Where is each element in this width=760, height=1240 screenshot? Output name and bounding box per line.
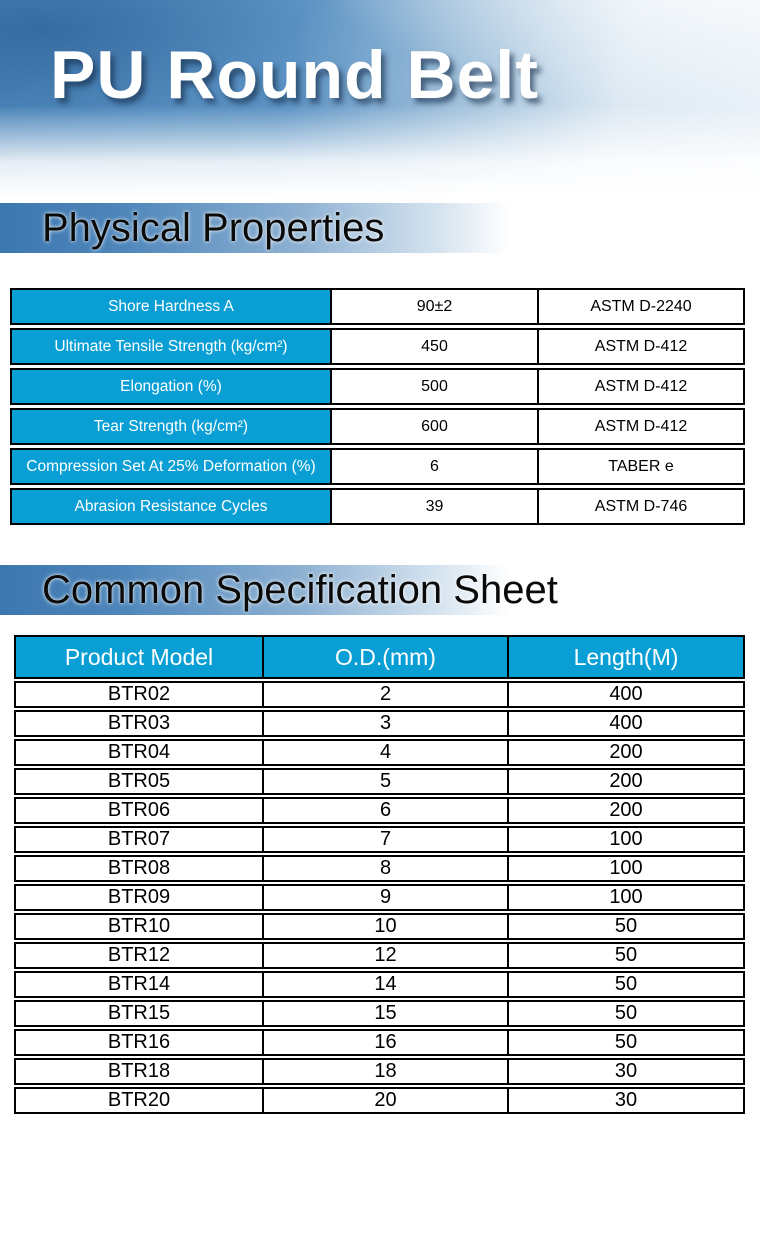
test-standard-cell: ASTM D-412 (537, 410, 743, 443)
length-cell: 100 (507, 828, 743, 851)
length-cell: 200 (507, 799, 743, 822)
od-cell: 10 (262, 915, 507, 938)
model-cell: BTR02 (107, 683, 171, 705)
spec-row (14, 739, 745, 766)
length-cell: 400 (507, 712, 743, 735)
length-cell: 30 (507, 1060, 743, 1083)
spec-row (14, 1058, 745, 1085)
spec-row (14, 797, 745, 824)
model-cell: BTR20 (107, 1089, 171, 1111)
test-standard-cell: ASTM D-746 (537, 490, 743, 523)
physical-property-row (10, 288, 745, 325)
section-band-physical (0, 203, 760, 253)
property-name-cell: Compression Set At 25% Deformation (%) (12, 450, 330, 483)
model-cell: BTR16 (107, 1031, 171, 1053)
section-band-spec (0, 565, 760, 615)
physical-property-row (10, 368, 745, 405)
od-cell: 16 (262, 1031, 507, 1054)
spec-header-product-model: Product Model (64, 643, 214, 670)
physical-property-row (10, 488, 745, 525)
od-cell: 14 (262, 973, 507, 996)
physical-properties-table (10, 288, 745, 528)
property-value-cell: 39 (330, 490, 537, 523)
spec-row (14, 942, 745, 969)
page-title: PU Round Belt (50, 37, 539, 113)
section-title-spec: Common Specification Sheet (42, 567, 558, 612)
od-cell: 18 (262, 1060, 507, 1083)
od-cell: 8 (262, 857, 507, 880)
model-cell: BTR04 (107, 741, 171, 763)
length-cell: 100 (507, 857, 743, 880)
od-cell: 4 (262, 741, 507, 764)
physical-property-row (10, 448, 745, 485)
od-cell: 12 (262, 944, 507, 967)
od-cell: 5 (262, 770, 507, 793)
model-cell: BTR06 (107, 799, 171, 821)
spec-header-od: O.D.(mm) (262, 637, 507, 677)
length-cell: 50 (507, 944, 743, 967)
physical-property-row (10, 328, 745, 365)
spec-row (14, 971, 745, 998)
model-cell: BTR05 (107, 770, 171, 792)
physical-property-row (10, 408, 745, 445)
length-cell: 50 (507, 915, 743, 938)
test-standard-cell: ASTM D-412 (537, 330, 743, 363)
spec-row (14, 681, 745, 708)
test-standard-cell: ASTM D-412 (537, 370, 743, 403)
property-name-cell: Abrasion Resistance Cycles (12, 490, 330, 523)
length-cell: 50 (507, 973, 743, 996)
model-cell: BTR14 (107, 973, 171, 995)
property-value-cell: 450 (330, 330, 537, 363)
length-cell: 100 (507, 886, 743, 909)
model-cell: BTR07 (107, 828, 171, 850)
specification-sheet-table (14, 635, 745, 1116)
banner (0, 0, 760, 203)
model-cell: BTR03 (107, 712, 171, 734)
od-cell: 7 (262, 828, 507, 851)
spec-row (14, 826, 745, 853)
property-name-cell: Shore Hardness A (12, 290, 330, 323)
property-value-cell: 500 (330, 370, 537, 403)
od-cell: 20 (262, 1089, 507, 1112)
spec-row (14, 1000, 745, 1027)
property-value-cell: 600 (330, 410, 537, 443)
spec-row (14, 710, 745, 737)
length-cell: 200 (507, 741, 743, 764)
test-standard-cell: TABER e (537, 450, 743, 483)
section-title-physical: Physical Properties (42, 205, 385, 250)
spec-row (14, 855, 745, 882)
spec-row (14, 768, 745, 795)
model-cell: BTR09 (107, 886, 171, 908)
spec-row (14, 1029, 745, 1056)
length-cell: 50 (507, 1002, 743, 1025)
spec-header-row (14, 635, 745, 679)
model-cell: BTR18 (107, 1060, 171, 1082)
od-cell: 6 (262, 799, 507, 822)
length-cell: 30 (507, 1089, 743, 1112)
length-cell: 400 (507, 683, 743, 706)
property-value-cell: 6 (330, 450, 537, 483)
model-cell: BTR15 (107, 1002, 171, 1024)
od-cell: 9 (262, 886, 507, 909)
property-name-cell: Ultimate Tensile Strength (kg/cm²) (12, 330, 330, 363)
length-cell: 50 (507, 1031, 743, 1054)
spec-header-length: Length(M) (507, 637, 743, 677)
model-cell: BTR10 (107, 915, 171, 937)
spec-row (14, 884, 745, 911)
od-cell: 2 (262, 683, 507, 706)
property-value-cell: 90±2 (330, 290, 537, 323)
property-name-cell: Elongation (%) (12, 370, 330, 403)
model-cell: BTR08 (107, 857, 171, 879)
spec-row (14, 913, 745, 940)
model-cell: BTR12 (107, 944, 171, 966)
property-name-cell: Tear Strength (kg/cm²) (12, 410, 330, 443)
od-cell: 15 (262, 1002, 507, 1025)
length-cell: 200 (507, 770, 743, 793)
test-standard-cell: ASTM D-2240 (537, 290, 743, 323)
od-cell: 3 (262, 712, 507, 735)
spec-row (14, 1087, 745, 1114)
